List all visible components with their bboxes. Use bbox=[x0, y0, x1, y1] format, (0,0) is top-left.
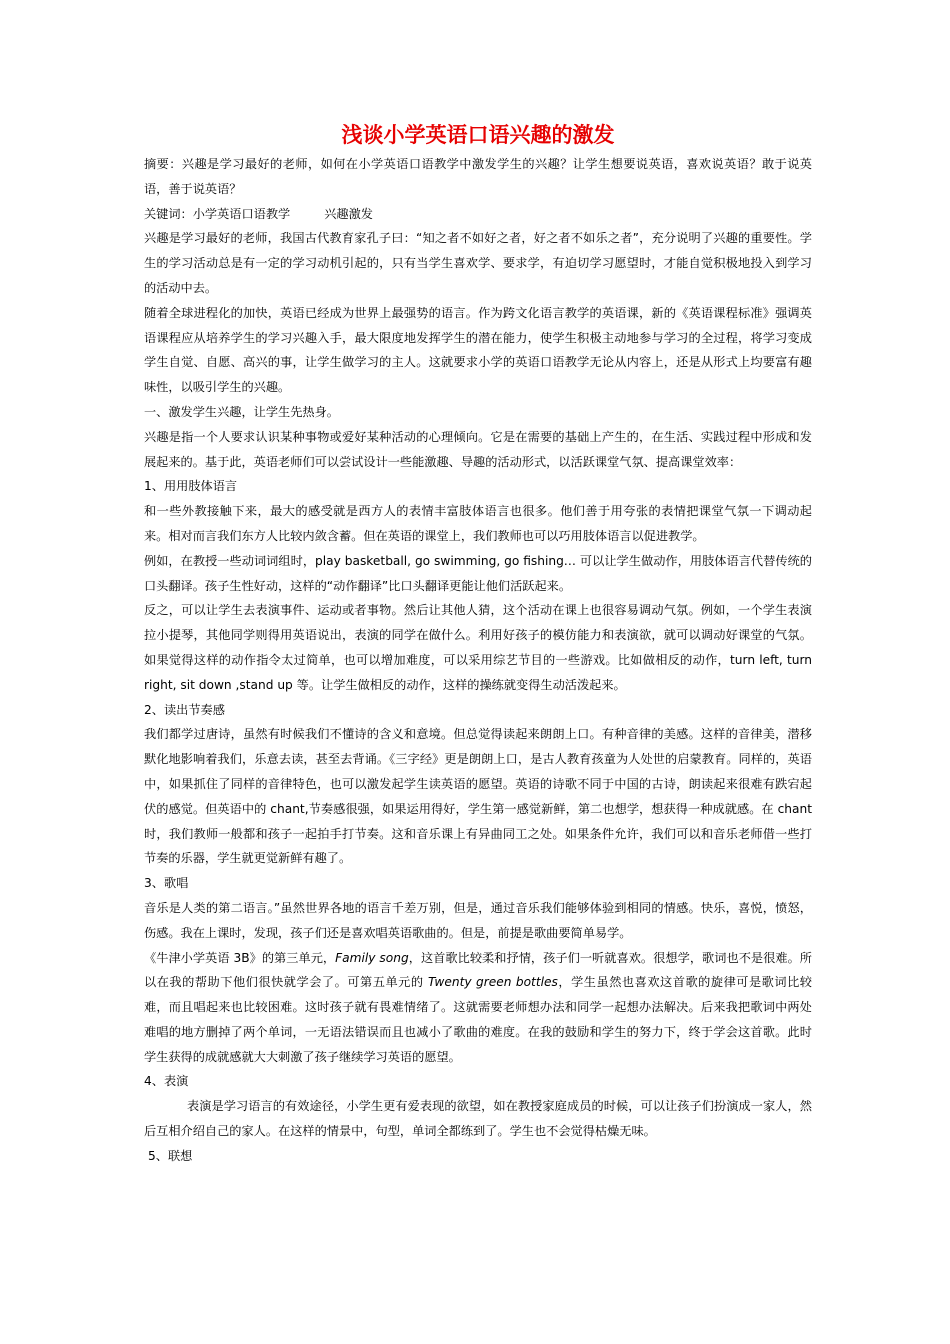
performance-paragraph: 表演是学习语言的有效途径，小学生更有爱表现的欲望，如在教授家庭成员的时候，可以让孩子们扮演成一家人，然后互相介绍自己的家人。在这样的情景中，句型，单词全都练到了。学生也不会觉得枯燥无味。 bbox=[144, 1099, 812, 1139]
section-heading-1: 一、激发学生兴趣，让学生先热身。 bbox=[144, 404, 339, 419]
song-title-family-song: Family song bbox=[335, 950, 409, 965]
body-language-paragraph-3: 反之，可以让学生去表演事件、运动或者事物。然后让其他人猜，这个活动在课上也很容易调动气氛。例如，一个学生表演拉小提琴，其他同学则得用英语说出，表演的同学在做什么。利用好孩子的模仿能力和表演欲，就可以调动好课堂的气氛。如果觉得这样的动作指令太过简单，也可以增加难度，可以采用综艺节目的一些游戏。比如做相反的动作，turn left, turn right, sit down ,stand up 等。让学生做相反的动作，这样的操练就变得生动活泼起来。 bbox=[144, 603, 812, 692]
subheading-association: 5、联想 bbox=[148, 1148, 193, 1163]
subheading-performance: 4、表演 bbox=[144, 1074, 189, 1089]
subheading-rhythm: 2、读出节奏感 bbox=[144, 702, 225, 717]
body-language-paragraph-1: 和一些外教接触下来，最大的感受就是西方人的表情丰富肢体语言也很多。他们善于用夸张的表情把课堂气氛一下调动起来。相对而言我们东方人比较内敛含蓄。但在英语的课堂上，我们教师也可以巧用肢体语言以促进教学。 bbox=[144, 504, 812, 543]
singing-paragraph-2 bbox=[144, 946, 812, 1070]
rhythm-paragraph: 我们都学过唐诗，虽然有时候我们不懂诗的含义和意境。但总觉得读起来朗朗上口。有种音律的美感。这样的音律美，潜移默化地影响着我们，乐意去读，甚至去背诵。《三字经》更是朗朗上口，是古人教育孩童为人处世的启蒙教育。同样的，英语中，如果抓住了同样的音律特色，也可以激发起学生读英语的愿望。英语的诗歌不同于中国的古诗，朗读起来很难有跌宕起伏的感觉。但英语中的 chant,节奏感很强，如果运用得好，学生第一感觉新鲜，第二也想学，想获得一种成就感。在 chant 时，我们教师一般都和孩子一起拍手打节奏。这和音乐课上有异曲同工之处。如果条件允许，我们可以和音乐老师借一些打节奏的乐器，学生就更觉新鲜有趣了。 bbox=[144, 727, 812, 866]
article-title: 浅谈小学英语口语兴趣的激发 bbox=[341, 123, 615, 147]
singing-text-c: ，这首歌比较柔和抒情，孩子们一听就喜欢。很想学，歌词也不是很难。所以在我的帮助下他们很快就学会了。可第五单元的 bbox=[144, 950, 812, 990]
singing-text-a: 《牛津小学英语 3B》的第三单元， bbox=[144, 950, 336, 965]
keywords-label: 关键词： bbox=[144, 206, 193, 221]
intro-paragraph-1: 兴趣是学习最好的老师，我国古代教育家孔子曰：“知之者不如好之者，好之者不如乐之者”，充分说明了兴趣的重要性。学生的学习活动总是有一定的学习动机引起的，只有当学生喜欢学、要求学，有迫切学习愿望时，才能自觉积极地投入到学习的活动中去。 bbox=[144, 231, 812, 295]
abstract-paragraph: 摘要：兴趣是学习最好的老师，如何在小学英语口语教学中激发学生的兴趣？让学生想要说英语，喜欢说英语？敢于说英语，善于说英语？ bbox=[144, 157, 812, 196]
body-language-paragraph-2: 例如，在教授一些动词词组时，play basketball, go swimming, go fishing… 可以让学生做动作，用肢体语言代替传统的口头翻译。孩子生性好动，这样的“动作翻译”比口头翻译更能让他们活跃起来。 bbox=[144, 553, 812, 593]
keywords-line bbox=[144, 202, 812, 227]
section-1-paragraph: 兴趣是指一个人要求认识某种事物或爱好某种活动的心理倾向。它是在需要的基础上产生的，在生活、实践过程中形成和发展起来的。基于此，英语老师们可以尝试设计一些能激趣、导趣的活动形式，以活跃课堂气氛、提高课堂效率： bbox=[144, 429, 812, 469]
subheading-singing: 3、歌唱 bbox=[144, 876, 189, 891]
article bbox=[144, 120, 812, 1169]
keyword-2: 兴趣激发 bbox=[324, 206, 373, 221]
singing-paragraph-1: 音乐是人类的第二语言。”虽然世界各地的语言千差万别，但是，通过音乐我们能够体验到相同的情感。快乐，喜悦，愤怒，伤感。我在上课时，发现，孩子们还是喜欢唱英语歌曲的。但是，前提是歌曲要简单易学。 bbox=[144, 900, 812, 940]
keyword-1: 小学英语口语教学 bbox=[192, 206, 291, 221]
subheading-body-language: 1、用用肢体语言 bbox=[144, 479, 238, 494]
song-title-twenty-green-bottles: Twenty green bottles bbox=[427, 975, 558, 990]
singing-text-e: ，学生虽然也喜欢这首歌的旋律可是歌词比较难，而且唱起来也比较困难。这时孩子就有畏难情绪了。这就需要老师想办法和同学一起想办法解决。后来我把歌词中两处难唱的地方删掉了两个单词，一无语法错误而且也减小了歌曲的难度。在我的鼓励和学生的努力下，终于学会这首歌。此时学生获得的成就感就大大刺激了孩子继续学习英语的愿望。 bbox=[144, 975, 812, 1064]
intro-paragraph-2: 随着全球进程化的加快，英语已经成为世界上最强势的语言。作为跨文化语言教学的英语课，新的《英语课程标准》强调英语课程应从培养学生的学习兴趣入手，最大限度地发挥学生的潜在能力，使学生积极主动地参与学习的全过程，将学习变成学生自觉、自愿、高兴的事，让学生做学习的主人。这就要求小学的英语口语教学无论从内容上，还是从形式上均要富有趣味性，以吸引学生的兴趣。 bbox=[144, 305, 812, 395]
